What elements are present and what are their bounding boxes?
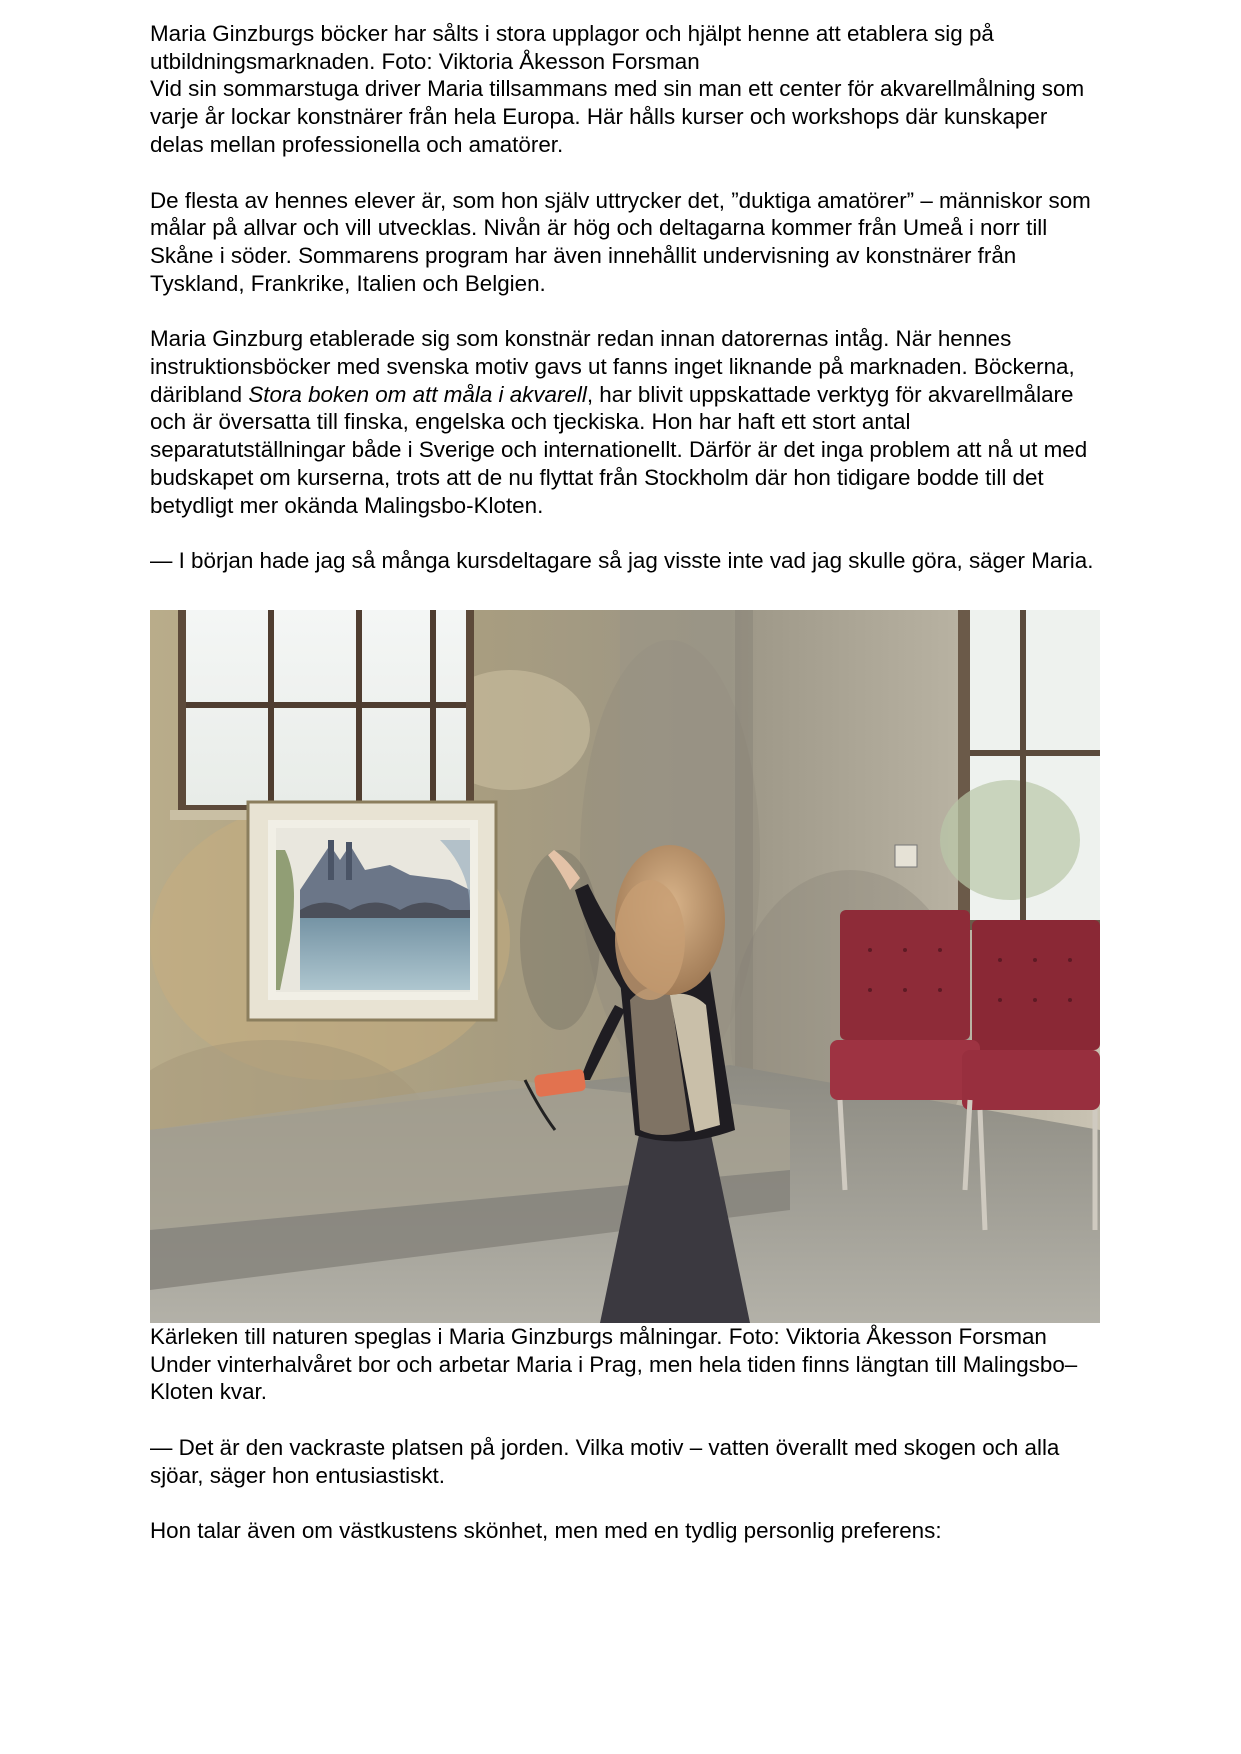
paragraph-west-coast: Hon talar även om västkustens skönhet, men med en tydlig personlig preferens: <box>150 1518 942 1544</box>
paragraph-career-text-start: Maria Ginzburg etablerade sig som konstnär redan innan datorernas intåg. När hennes instruktionsböcker med svenska motiv gavs ut fanns inget liknande på marknaden. Böckerna, däribland <box>150 326 1075 407</box>
photo-woman-with-painting <box>150 610 1100 1323</box>
article-page <box>150 20 1100 1545</box>
quote-participants: — I början hade jag så många kursdeltagare så jag visste inte vad jag skulle göra, säger Maria. <box>150 548 1094 574</box>
paragraph-career <box>150 325 1100 519</box>
paragraph-summer-center: Vid sin sommarstuga driver Maria tillsammans med sin man ett center för akvarellmålning som varje år lockar konstnärer från hela Europa. Här hålls kurser och workshops där kunskaper delas mellan professionella och amatörer. <box>150 76 1085 157</box>
paragraph-career-text-end: , har blivit uppskattade verktyg för akvarellmålare och är översatta till finska, engelska och tjeckiska. Hon har haft ett stort antal separatutställningar både i Sverige och internationellt. Därför är det inga problem att nå ut med budskapet om kurserna, trots att de nu flyttat från Stockholm där hon tidigare bodde till det betydligt mer okända Malingsbo-Kloten. <box>150 381 1088 518</box>
paragraph-students: De flesta av hennes elever är, som hon själv uttrycker det, ”duktiga amatörer” – människor som målar på allvar och vill utvecklas. Nivån är hög och deltagarna kommer från Umeå i norr till Skåne i söder. Sommarens program har även innehållit undervisning av konstnärer från Tyskland, Frankrike, Italien och Belgien. <box>150 187 1091 296</box>
paragraph-prague: Under vinterhalvåret bor och arbetar Maria i Prag, men hela tiden finns längtan till Malingsbo–Kloten kvar. <box>150 1351 1078 1405</box>
photo-caption-nature: Kärleken till naturen speglas i Maria Ginzburgs målningar. Foto: Viktoria Åkesson Forsman <box>150 1323 1047 1349</box>
book-title: Stora boken om att måla i akvarell <box>248 381 587 407</box>
quote-most-beautiful: — Det är den vackraste platsen på jorden. Vilka motiv – vatten överallt med skogen och alla sjöar, säger hon entusiastiskt. <box>150 1435 1060 1488</box>
article-photo <box>150 610 1100 1323</box>
photo-caption-books: Maria Ginzburgs böcker har sålts i stora upplagor och hjälpt henne att etablera sig på utbildningsmarknaden. Foto: Viktoria Åkesson Forsman <box>150 21 994 74</box>
